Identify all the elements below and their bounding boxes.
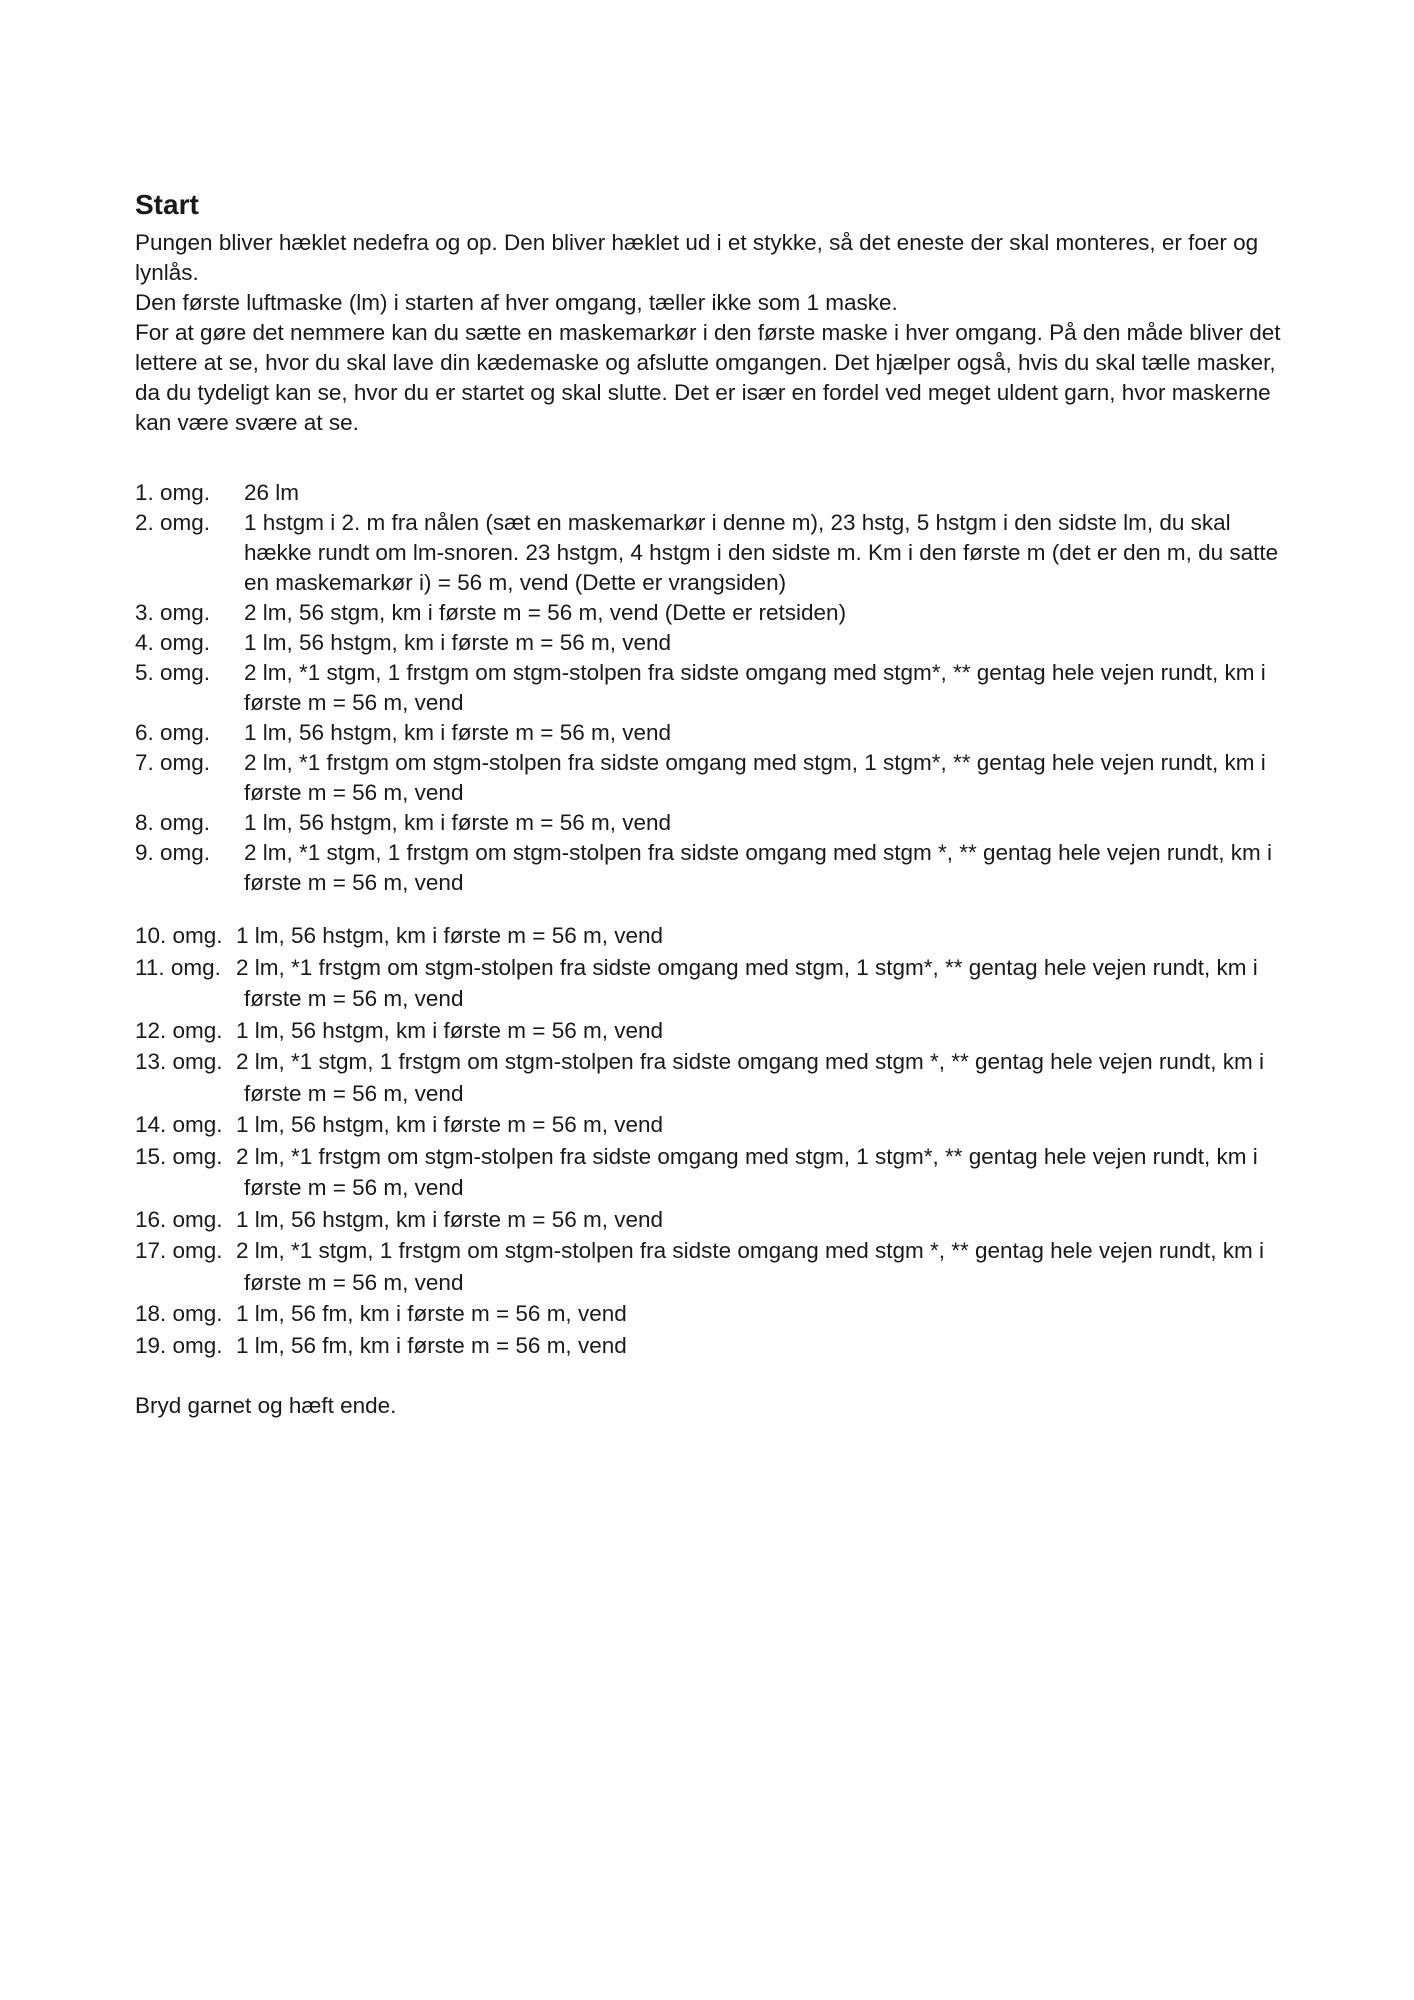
round-row [135,952,1285,1015]
round-text: 2 lm, *1 stgm, 1 frstgm om stgm-stolpen fra sidste omgang med stgm *, ** gentag hele vejen rundt, km i første m = 56 m, vend [236,1238,1264,1295]
round-text: 2 lm, *1 stgm, 1 frstgm om stgm-stolpen fra sidste omgang med stgm*, ** gentag hele vejen rundt, km i første m = 56 m, vend [244,660,1266,715]
round-text: 1 lm, 56 hstgm, km i første m = 56 m, vend [244,810,672,835]
round-row [135,628,1285,658]
round-label: 16. omg. [135,1206,223,1232]
round-text: 1 lm, 56 fm, km i første m = 56 m, vend [236,1332,627,1358]
round-row [135,1046,1285,1109]
round-row [135,1204,1285,1236]
closing-instruction: Bryd garnet og hæft ende. [135,1393,397,1418]
round-row [135,598,1285,628]
round-row [135,1109,1285,1141]
round-row [135,1015,1285,1047]
round-label: 15. omg. [135,1143,223,1169]
round-label: 18. omg. [135,1301,223,1326]
round-text: 2 lm, *1 frstgm om stgm-stolpen fra sidste omgang med stgm, 1 stgm*, ** gentag hele vejen rundt, km i første m = 56 m, vend [236,1143,1258,1200]
round-text: 2 lm, *1 frstgm om stgm-stolpen fra sidste omgang med stgm, 1 stgm*, ** gentag hele vejen rundt, km i første m = 56 m, vend [236,954,1258,1011]
round-row [135,718,1285,748]
round-text: 1 lm, 56 hstgm, km i første m = 56 m, vend [244,720,672,745]
intro-paragraph: For at gøre det nemmere kan du sætte en maskemarkør i den første maske i hver omgang. På den måde bliver det lettere at se, hvor du skal lave din kædemaske og afslutte omgangen. Det hjælper også, hvis du skal tælle masker, da du tydeligt kan se, hvor du er startet og skal slutte. Det er især en fordel ved meget uldent garn, hvor maskerne kan være svære at se. [135,320,1281,435]
round-row [135,658,1285,718]
round-text: 1 lm, 56 hstgm, km i første m = 56 m, vend [236,923,664,948]
round-row [135,838,1285,898]
round-row [135,1235,1285,1298]
round-row [135,748,1285,808]
round-label: 13. omg. [135,1049,223,1074]
rounds-list-a [135,478,1285,898]
document-page [135,188,1285,1444]
round-label: 1. omg. [135,480,211,505]
intro-text [135,228,1285,438]
round-label: 3. omg. [135,600,211,625]
round-label: 12. omg. [135,1017,223,1043]
round-label: 19. omg. [135,1332,223,1358]
round-label: 14. omg. [135,1112,223,1137]
round-label: 9. omg. [135,840,211,865]
round-row [135,920,1285,952]
round-text: 1 lm, 56 fm, km i første m = 56 m, vend [236,1301,627,1326]
round-label: 4. omg. [135,630,211,655]
round-text: 1 lm, 56 hstgm, km i første m = 56 m, vend [236,1206,664,1232]
round-row [135,1141,1285,1204]
round-label: 2. omg. [135,510,211,535]
round-label: 6. omg. [135,720,211,745]
round-text: 1 lm, 56 hstgm, km i første m = 56 m, vend [236,1112,664,1137]
round-text: 2 lm, *1 stgm, 1 frstgm om stgm-stolpen fra sidste omgang med stgm *, ** gentag hele vejen rundt, km i første m = 56 m, vend [244,840,1272,895]
rounds-list-b [135,920,1285,1361]
round-text: 1 hstgm i 2. m fra nålen (sæt en maskemarkør i denne m), 23 hstg, 5 hstgm i den sidste lm, du skal hække rundt om lm-snoren. 23 hstgm, 4 hstgm i den sidste m. Km i den første m (det er den m, du satte en maskemarkør i) = 56 m, vend (Dette er vrangsiden) [244,510,1279,595]
intro-paragraph: Den første luftmaske (lm) i starten af hver omgang, tæller ikke som 1 maske. [135,290,898,315]
intro-paragraph: Pungen bliver hæklet nedefra og op. Den bliver hæklet ud i et stykke, så det eneste der skal monteres, er foer og lynlås. [135,230,1259,285]
round-row [135,1330,1285,1362]
round-label: 7. omg. [135,750,211,775]
round-label: 8. omg. [135,810,211,835]
round-label: 5. omg. [135,660,211,685]
section-heading: Start [135,189,199,220]
round-text: 26 lm [244,480,300,505]
round-text: 1 lm, 56 hstgm, km i første m = 56 m, vend [236,1017,664,1043]
round-row [135,508,1285,598]
round-text: 1 lm, 56 hstgm, km i første m = 56 m, vend [244,630,672,655]
round-label: 11. omg. [135,954,221,980]
round-row [135,808,1285,838]
round-row [135,478,1285,508]
round-label: 17. omg. [135,1238,223,1263]
round-row [135,1298,1285,1330]
round-label: 10. omg. [135,923,223,948]
round-text: 2 lm, *1 stgm, 1 frstgm om stgm-stolpen fra sidste omgang med stgm *, ** gentag hele vejen rundt, km i første m = 56 m, vend [236,1049,1264,1106]
round-text: 2 lm, 56 stgm, km i første m = 56 m, vend (Dette er retsiden) [244,600,847,625]
round-text: 2 lm, *1 frstgm om stgm-stolpen fra sidste omgang med stgm, 1 stgm*, ** gentag hele vejen rundt, km i første m = 56 m, vend [244,750,1266,805]
